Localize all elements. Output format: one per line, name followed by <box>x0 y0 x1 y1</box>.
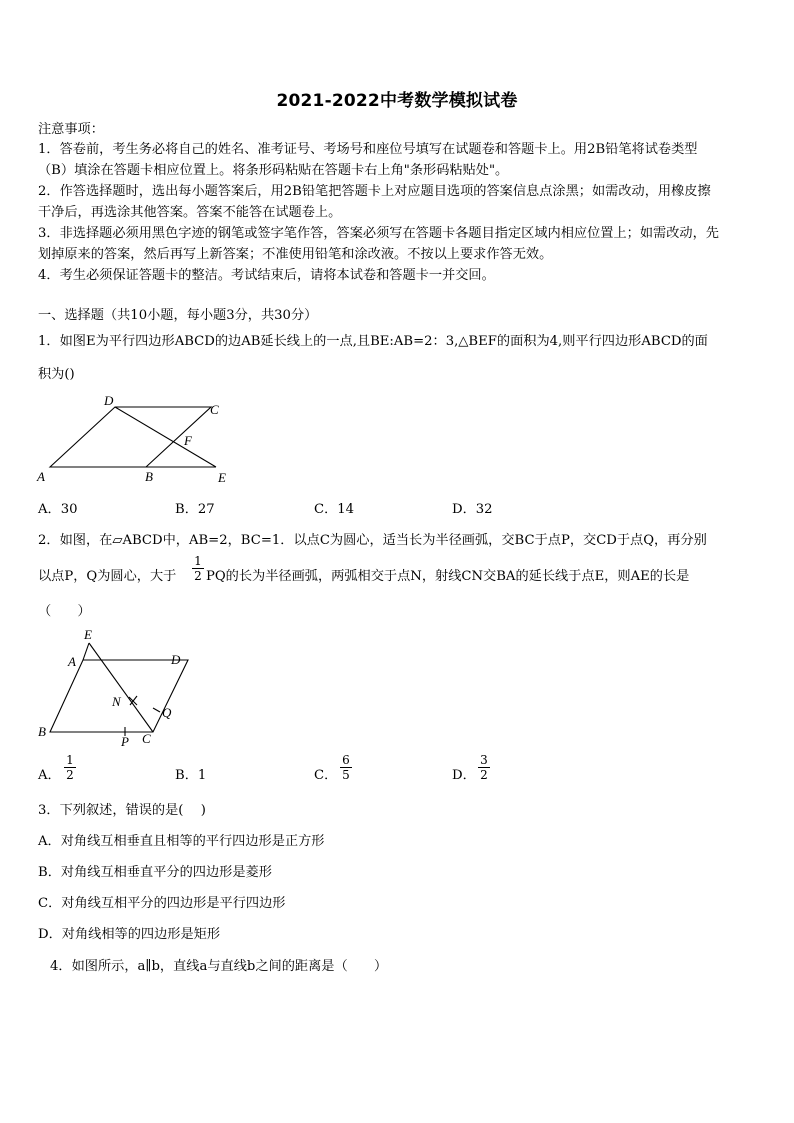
q1-option-d: D．32 <box>452 502 493 517</box>
q2-option-a-letter: A． <box>38 768 61 783</box>
label-P: P <box>121 734 129 749</box>
question-2-blank: （ ） <box>38 604 91 619</box>
arc-mark-q <box>153 708 160 712</box>
q3-option-a: A．对角线互相垂直且相等的平行四边形是正方形 <box>38 834 325 849</box>
q2-option-c-letter: C． <box>314 768 338 783</box>
label-A: A <box>68 654 76 669</box>
label-E: E <box>84 627 92 642</box>
q3-option-d: D．对角线相等的四边形是矩形 <box>38 927 221 942</box>
question-2-stem: 2．如图，在▱ABCD中，AB=2，BC=1．以点C为圆心，适当长为半径画弧，交BC于点P，交CD于点Q，再分别 <box>38 533 707 548</box>
question-2-figure <box>34 626 194 750</box>
question-4-stem: 4．如图所示，a∥b，直线a与直线b之间的距离是（ ） <box>50 959 388 974</box>
label-F: F <box>184 433 192 448</box>
fraction-denominator: 2 <box>192 568 204 583</box>
fraction-denominator: 2 <box>64 767 76 782</box>
label-D: D <box>104 393 114 408</box>
q2-option-c-fraction <box>340 753 352 782</box>
question-1-figure <box>34 392 244 486</box>
label-E: E <box>218 470 226 485</box>
q2-option-d-letter: D． <box>452 768 476 783</box>
q1-option-c: C．14 <box>314 502 355 517</box>
fraction-numerator: 1 <box>66 753 74 767</box>
question-2-stem-cont-b: PQ的长为半径画弧，两弧相交于点N，射线CN交BA的延长线于点E，则AE的长是 <box>206 569 690 584</box>
question-3-stem: 3．下列叙述，错误的是( ) <box>38 803 206 818</box>
question-2-stem-cont-a: 以点P，Q为圆心，大于 <box>38 569 177 584</box>
fraction-numerator: 1 <box>194 554 202 568</box>
ray-cn <box>89 643 153 732</box>
q2-option-b: B．1 <box>175 768 207 783</box>
label-C: C <box>210 402 219 417</box>
fraction-numerator: 3 <box>480 753 488 767</box>
notice-line: 2．作答选择题时，选出每小题答案后，用2B铅笔把答题卡上对应题目选项的答案信息点涂黑；如需改动，用橡皮擦 <box>38 184 711 199</box>
fraction-one-half <box>192 554 204 583</box>
notice-line: 4．考生必须保证答题卡的整洁。考试结束后，请将本试卷和答题卡一并交回。 <box>38 268 495 283</box>
label-B: B <box>145 469 153 484</box>
notice-line: （B）填涂在答题卡相应位置上。将条形码粘贴在答题卡右上角"条形码粘贴处"。 <box>38 163 509 178</box>
question-1-stem-cont: 积为() <box>38 367 75 382</box>
fraction-numerator: 6 <box>342 753 350 767</box>
q3-option-c: C．对角线互相平分的四边形是平行四边形 <box>38 896 286 911</box>
q2-option-d-fraction <box>478 753 490 782</box>
page-title: 2021-2022中考数学模拟试卷 <box>276 91 518 111</box>
notice-line: 干净后，再选涂其他答案。答案不能答在试题卷上。 <box>38 205 342 220</box>
notice-line: 3．非选择题必须用黑色字迹的钢笔或签字笔作答，答案必须写在答题卡各题目指定区域内相应位置上；如需改动，先 <box>38 226 719 241</box>
q1-option-b: B．27 <box>175 502 215 517</box>
question-1-stem: 1．如图E为平行四边形ABCD的边AB延长线上的一点,且BE:AB=2：3,△BEF的面积为4,则平行四边形ABCD的面 <box>38 334 708 349</box>
section-heading: 一、选择题（共10小题，每小题3分，共30分） <box>38 308 318 323</box>
notice-line: 划掉原来的答案，然后再写上新答案；不准使用铅笔和涂改液。不按以上要求作答无效。 <box>38 247 553 262</box>
label-A: A <box>37 469 45 484</box>
q1-option-a: A．30 <box>38 502 78 517</box>
notice-heading: 注意事项： <box>38 122 104 137</box>
label-C: C <box>142 731 151 746</box>
label-D: D <box>171 652 181 667</box>
fraction-denominator: 5 <box>340 767 352 782</box>
fraction-denominator: 2 <box>478 767 490 782</box>
label-Q: Q <box>162 705 172 720</box>
segment-ae <box>83 643 89 660</box>
q3-option-b: B．对角线互相垂直平分的四边形是菱形 <box>38 865 272 880</box>
label-B: B <box>38 724 46 739</box>
notice-line: 1．答卷前，考生务必将自己的姓名、准考证号、考场号和座位号填写在试题卷和答题卡上。用2B铅笔将试卷类型 <box>38 142 698 157</box>
label-N: N <box>112 694 121 709</box>
q2-option-a-fraction <box>64 753 76 782</box>
